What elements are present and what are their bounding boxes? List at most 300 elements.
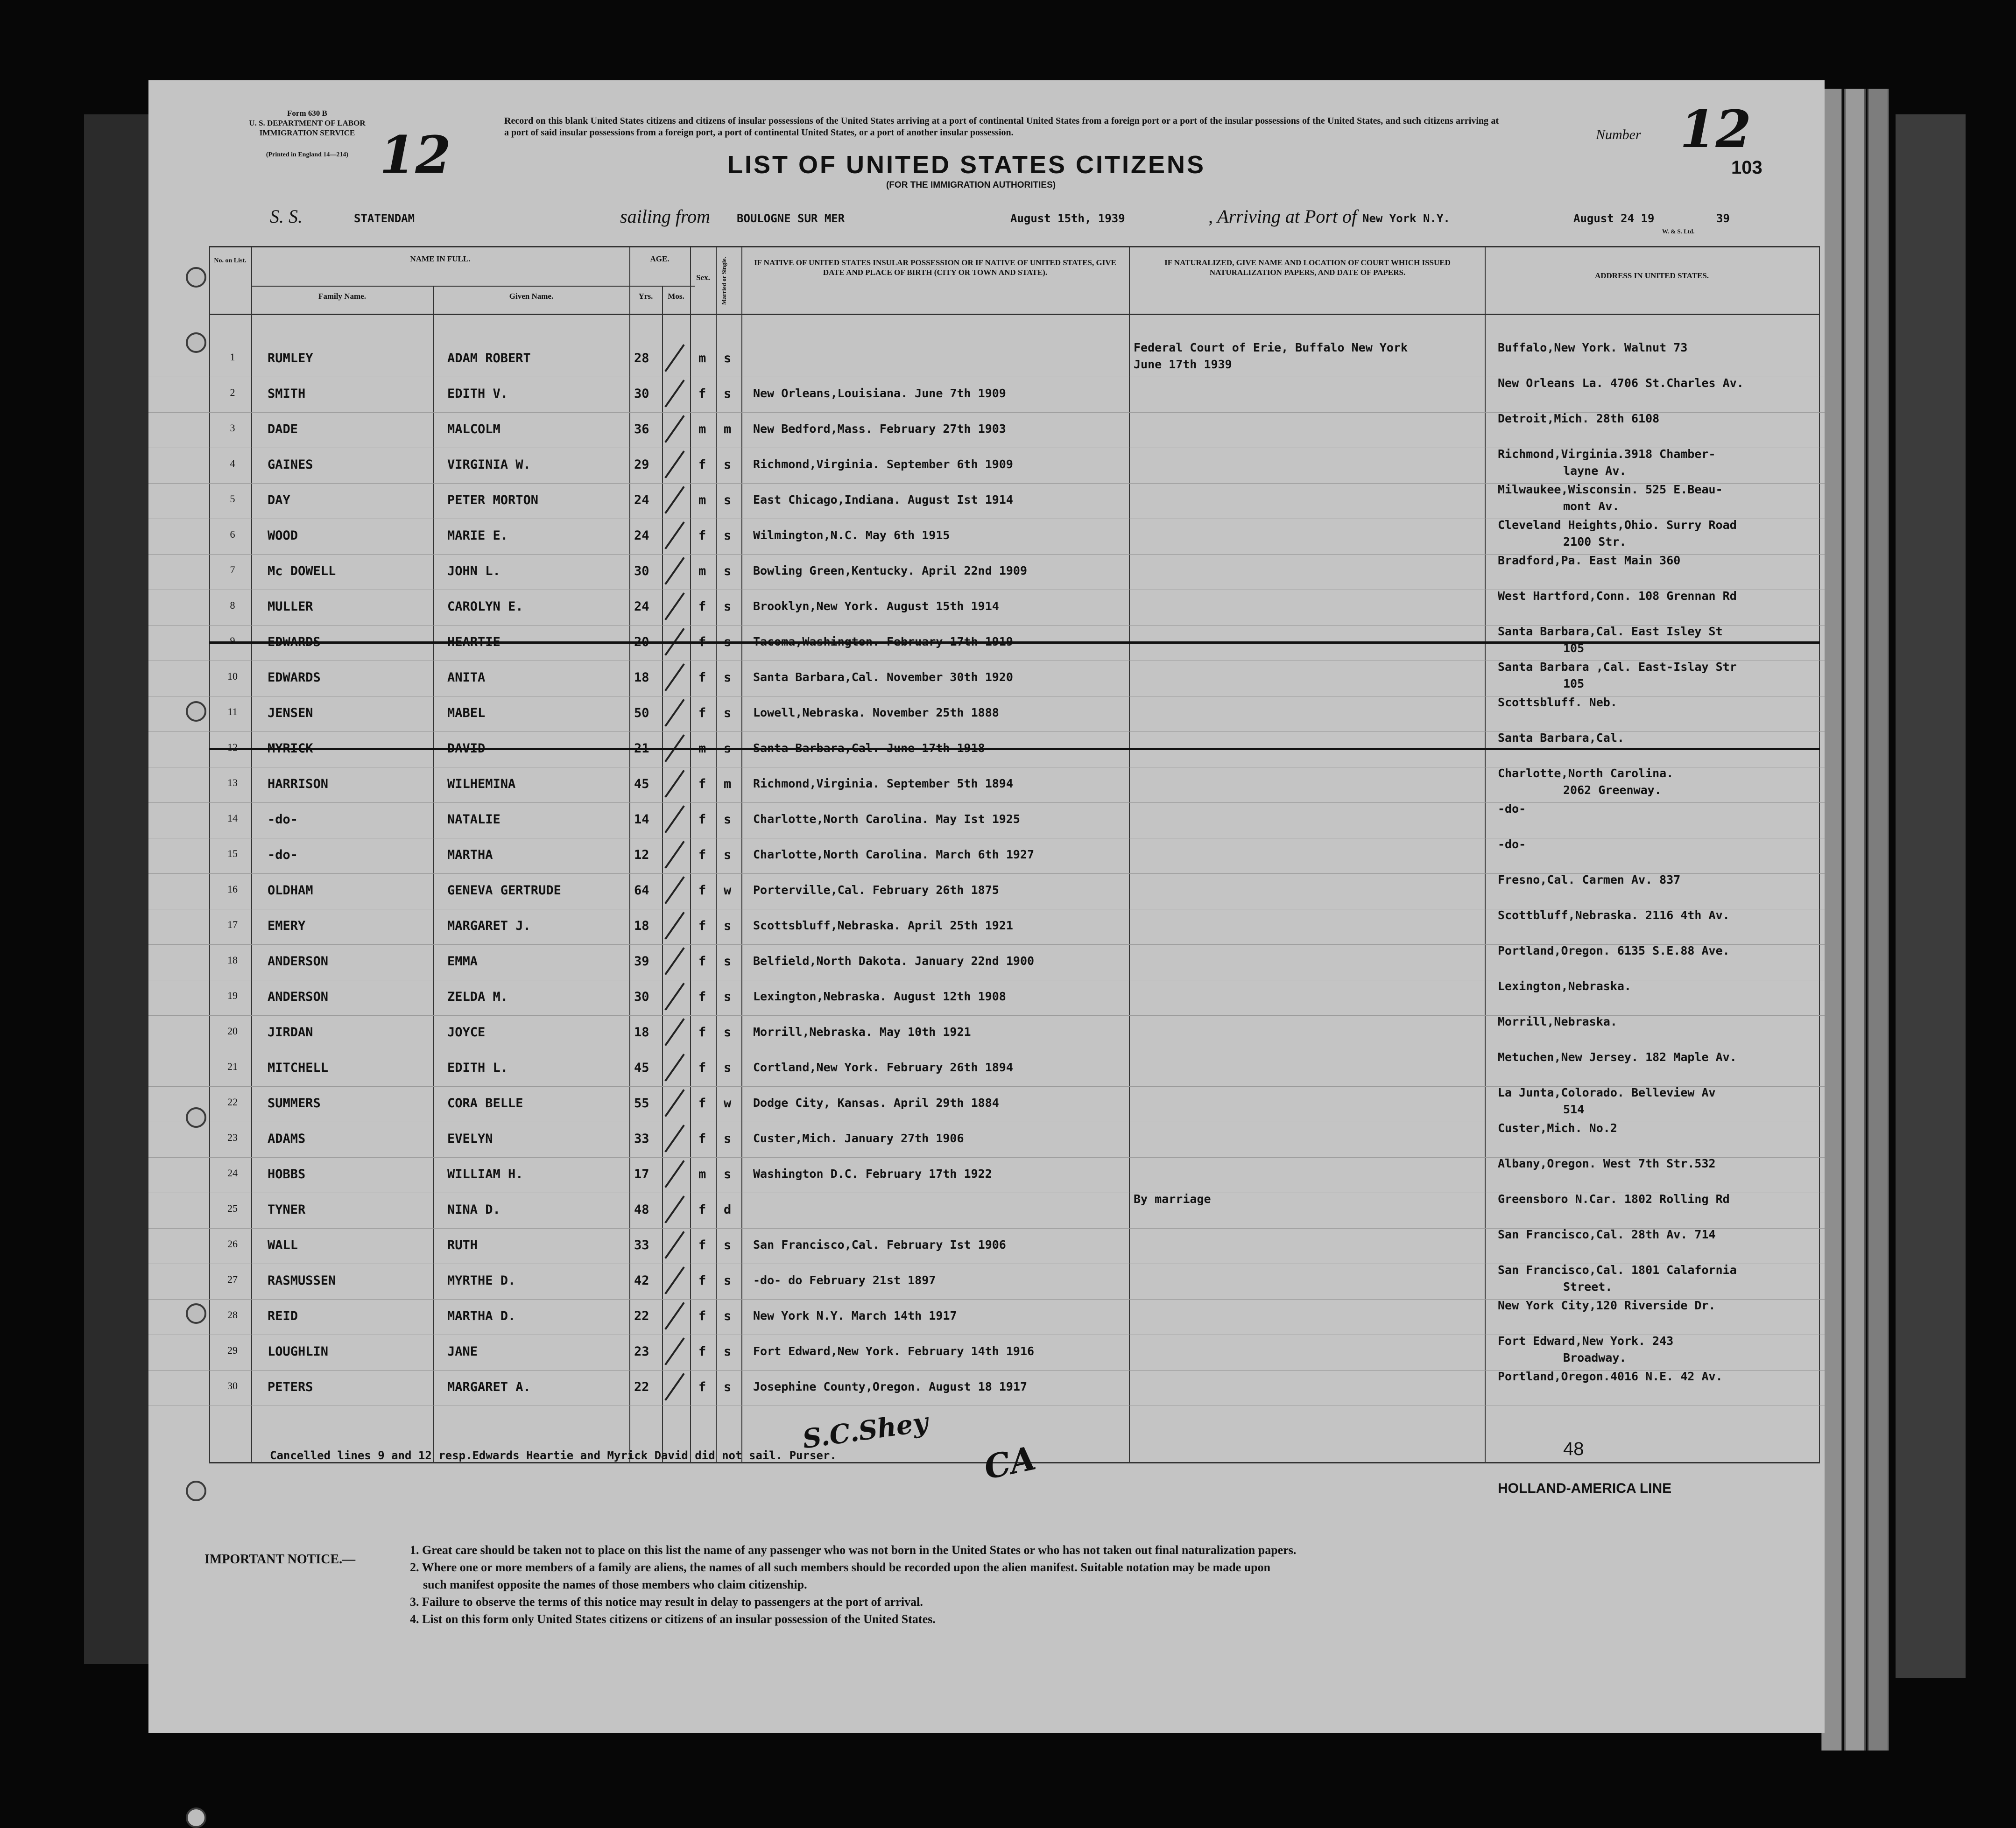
age-years: 45: [634, 1061, 649, 1075]
birth-place-date: Wilmington,N.C. May 6th 1915: [753, 528, 950, 542]
form-number: Form 630 B: [287, 109, 327, 118]
age-years: 20: [634, 635, 649, 649]
age-years: 22: [634, 1380, 649, 1394]
col-header-married: Married or Single.: [720, 257, 727, 305]
col-header-naturalized: IF NATURALIZED, GIVE NAME AND LOCATION OF COURT WHICH ISSUED NATURALIZATION PAPERS, AND DATE OF PAPERS.: [1164, 258, 1451, 277]
given-name: DAVID: [447, 741, 486, 756]
given-name: JOHN L.: [447, 564, 500, 578]
family-name: MULLER: [268, 599, 313, 614]
family-name: WOOD: [268, 528, 298, 543]
marital-status: w: [724, 883, 732, 898]
check-mark: [664, 1231, 684, 1259]
given-name: MARGARET J.: [447, 919, 531, 933]
given-name: HEARTIE: [447, 635, 500, 649]
sex: f: [698, 528, 706, 543]
sailing-from: BOULOGNE SUR MER: [737, 212, 845, 225]
given-name: CAROLYN E.: [447, 599, 523, 614]
sex: m: [698, 493, 706, 507]
sex: m: [698, 741, 706, 756]
binding-hole: [186, 1481, 206, 1501]
sex: f: [698, 1096, 706, 1111]
birth-place-date: -do- do February 21st 1897: [753, 1273, 936, 1287]
birth-place-date: New Bedford,Mass. February 27th 1903: [753, 422, 1006, 436]
given-name: ANITA: [447, 670, 486, 685]
row-number: 15: [227, 848, 238, 859]
marital-status: m: [724, 777, 732, 791]
col-header-mos: Mos.: [668, 292, 684, 301]
given-name: MARIE E.: [447, 528, 508, 543]
age-years: 30: [634, 990, 649, 1004]
given-name: CORA BELLE: [447, 1096, 523, 1111]
birth-place-date: Richmond,Virginia. September 5th 1894: [753, 777, 1013, 790]
sailing-date: August 15th, 1939: [1010, 212, 1125, 225]
birth-place-date: Porterville,Cal. February 26th 1875: [753, 883, 999, 897]
us-address: Cleveland Heights,Ohio. Surry Road: [1498, 518, 1737, 532]
check-mark: [664, 841, 684, 869]
given-name: ZELDA M.: [447, 990, 508, 1004]
row-number: 23: [227, 1132, 238, 1143]
us-address: Detroit,Mich. 28th 6108: [1498, 412, 1660, 425]
row-number: 25: [227, 1202, 238, 1214]
sex: f: [698, 1273, 706, 1288]
family-name: HOBBS: [268, 1167, 306, 1181]
sex: f: [698, 706, 706, 720]
sex: f: [698, 990, 706, 1004]
arriving-label: , Arriving at Port of: [1208, 206, 1357, 227]
row-number: 10: [227, 670, 238, 682]
check-mark: [664, 344, 684, 372]
given-name: EMMA: [447, 954, 478, 969]
row-number: 30: [227, 1380, 238, 1392]
family-name: REID: [268, 1309, 298, 1323]
sex: f: [698, 1309, 706, 1323]
row-number: 11: [227, 706, 238, 717]
ss-label: S. S.: [270, 206, 303, 227]
birth-place-date: Charlotte,North Carolina. May Ist 1925: [753, 812, 1020, 826]
marital-status: w: [724, 1096, 732, 1111]
age-years: 21: [634, 741, 649, 756]
us-address: San Francisco,Cal. 1801 Calafornia: [1498, 1263, 1737, 1277]
given-name: EDITH V.: [447, 387, 508, 401]
us-address: Scottsbluff. Neb.: [1498, 696, 1617, 709]
check-mark: [664, 1018, 684, 1046]
row-number: 13: [227, 777, 238, 788]
col-divider: [662, 286, 663, 1462]
check-mark: [664, 1125, 684, 1153]
instructions-text: Record on this blank United States citizens and citizens of insular possessions of the United States arriving at a port of continental United States from a foreign port or a port of the insular possessions of the United States, and such citizens arriving at a port of said insular possessions from a foreign port, a port of continental United States, or a port of another insular possession.: [504, 116, 1499, 138]
birth-place-date: Washington D.C. February 17th 1922: [753, 1167, 992, 1181]
row-number: 9: [230, 635, 235, 647]
sex: f: [698, 1132, 706, 1146]
family-name: EDWARDS: [268, 670, 321, 685]
given-name: MABEL: [447, 706, 486, 720]
given-name: JANE: [447, 1344, 478, 1359]
check-mark: [664, 1337, 684, 1365]
us-address-continued: 2100 Str.: [1563, 535, 1627, 548]
marital-status: s: [724, 706, 732, 720]
birth-place-date: Dodge City, Kansas. April 29th 1884: [753, 1096, 999, 1110]
birth-place-date: Tacoma,Washington. February 17th 1919: [753, 635, 1013, 648]
birth-place-date: Fort Edward,New York. February 14th 1916: [753, 1344, 1035, 1358]
marital-status: s: [724, 1238, 732, 1252]
ship-name: STATENDAM: [354, 212, 415, 225]
given-name: ADAM ROBERT: [447, 351, 531, 366]
us-address: Portland,Oregon.4016 N.E. 42 Av.: [1498, 1370, 1723, 1383]
marital-status: s: [724, 1061, 732, 1075]
row-number: 1: [230, 351, 235, 363]
us-address: Milwaukee,Wisconsin. 525 E.Beau-: [1498, 483, 1723, 496]
birth-place-date: New Orleans,Louisiana. June 7th 1909: [753, 387, 1006, 400]
marital-status: s: [724, 1309, 732, 1323]
marital-status: s: [724, 1273, 732, 1288]
birth-place-date: Morrill,Nebraska. May 10th 1921: [753, 1025, 971, 1039]
age-years: 29: [634, 457, 649, 472]
page-subtitle: (FOR THE IMMIGRATION AUTHORITIES): [886, 180, 1056, 190]
sex: m: [698, 422, 706, 436]
department: U. S. DEPARTMENT OF LABOR: [249, 119, 366, 127]
row-number: 2: [230, 387, 235, 398]
age-years: 36: [634, 422, 649, 436]
col-divider: [741, 246, 742, 1462]
family-name: ANDERSON: [268, 954, 329, 969]
age-years: 64: [634, 883, 649, 898]
cancellation-note: Cancelled lines 9 and 12 resp.Edwards Heartie and Myrick David did not sail. Purser.: [270, 1449, 837, 1462]
page-stack-edge: [1868, 89, 1889, 1751]
age-years: 50: [634, 706, 649, 720]
us-address: San Francisco,Cal. 28th Av. 714: [1498, 1228, 1716, 1241]
col-divider: [716, 246, 717, 1462]
col-divider: [690, 246, 691, 1462]
family-name: RASMUSSEN: [268, 1273, 336, 1288]
row-number: 7: [230, 564, 235, 576]
row-number: 21: [227, 1061, 238, 1072]
age-years: 24: [634, 493, 649, 507]
family-name: GAINES: [268, 457, 313, 472]
binding-hole: [186, 1107, 206, 1128]
us-address: New York City,120 Riverside Dr.: [1498, 1299, 1716, 1312]
sex: m: [698, 564, 706, 578]
us-address: -do-: [1498, 837, 1526, 851]
col-divider: [433, 286, 434, 1462]
check-mark: [664, 486, 684, 514]
us-address: Portland,Oregon. 6135 S.E.88 Ave.: [1498, 944, 1730, 957]
given-name: GENEVA GERTRUDE: [447, 883, 561, 898]
birth-place-date: Brooklyn,New York. August 15th 1914: [753, 599, 999, 613]
check-mark: [664, 805, 684, 833]
family-name: ANDERSON: [268, 990, 329, 1004]
family-name: MYRICK: [268, 741, 313, 756]
marital-status: s: [724, 741, 732, 756]
check-mark: [664, 1266, 684, 1294]
us-address: Custer,Mich. No.2: [1498, 1121, 1617, 1135]
steamship-line: HOLLAND-AMERICA LINE: [1498, 1481, 1672, 1496]
marital-status: s: [724, 1025, 732, 1040]
sex: f: [698, 1202, 706, 1217]
naturalization-court: By marriage: [1134, 1192, 1211, 1206]
col-divider: [1129, 246, 1130, 1462]
us-address: -do-: [1498, 802, 1526, 816]
family-name: PETERS: [268, 1380, 313, 1394]
family-name: TYNER: [268, 1202, 306, 1217]
us-address: Bradford,Pa. East Main 360: [1498, 554, 1681, 567]
sailing-from-label: sailing from: [620, 206, 710, 227]
age-years: 18: [634, 919, 649, 933]
col-divider: [1485, 246, 1486, 1462]
us-address: Greensboro N.Car. 1802 Rolling Rd: [1498, 1192, 1730, 1206]
birth-place-date: Bowling Green,Kentucky. April 22nd 1909: [753, 564, 1027, 577]
col-divider: [629, 246, 630, 1462]
row-number: 6: [230, 528, 235, 540]
age-years: 17: [634, 1167, 649, 1181]
age-years: 30: [634, 564, 649, 578]
row-number: 16: [227, 883, 238, 895]
given-name: RUTH: [447, 1238, 478, 1252]
age-years: 23: [634, 1344, 649, 1359]
arrival-date: August 24 19: [1573, 212, 1655, 225]
given-name: EVELYN: [447, 1132, 493, 1146]
number-label: Number: [1596, 127, 1641, 142]
family-name: LOUGHLIN: [268, 1344, 329, 1359]
table-header-border: [209, 314, 1820, 315]
table-top-border: [209, 246, 1820, 247]
notice-2a: 2. Where one or more members of a family are aliens, the names of all such members should be recorded upon the alien manifest. Suitable notation may be made upon: [410, 1561, 1271, 1574]
col-divider: [251, 246, 252, 1462]
given-name: MARGARET A.: [447, 1380, 531, 1394]
binding-hole: [186, 1807, 206, 1828]
check-mark: [664, 1054, 684, 1082]
marital-status: s: [724, 1344, 732, 1359]
page-stack-edge: [1844, 89, 1866, 1751]
us-address: Fresno,Cal. Carmen Av. 837: [1498, 873, 1681, 886]
given-name: MALCOLM: [447, 422, 500, 436]
marital-status: s: [724, 1380, 732, 1394]
us-address-continued: layne Av.: [1563, 464, 1627, 478]
sex: f: [698, 848, 706, 862]
check-mark: [664, 380, 684, 408]
given-name: MARTHA D.: [447, 1309, 516, 1323]
family-name: MITCHELL: [268, 1061, 329, 1075]
given-name: WILHEMINA: [447, 777, 516, 791]
sex: f: [698, 777, 706, 791]
us-address: Charlotte,North Carolina.: [1498, 766, 1674, 780]
given-name: PETER MORTON: [447, 493, 539, 507]
sex: f: [698, 1238, 706, 1252]
check-mark: [664, 1302, 684, 1330]
age-years: 14: [634, 812, 649, 827]
age-years: 28: [634, 351, 649, 366]
check-mark: [664, 1373, 684, 1401]
given-name: VIRGINIA W.: [447, 457, 531, 472]
row-number: 24: [227, 1167, 238, 1179]
notice-1: 1. Great care should be taken not to place on this list the name of any passenger who was not born in the United States or who has not taken out final naturalization papers.: [410, 1543, 1297, 1557]
us-address: Santa Barbara,Cal. East Isley St: [1498, 625, 1723, 638]
given-name: EDITH L.: [447, 1061, 508, 1075]
given-name: WILLIAM H.: [447, 1167, 523, 1181]
us-address: Morrill,Nebraska.: [1498, 1015, 1617, 1028]
col-header-given: Given Name.: [509, 292, 554, 301]
marital-status: s: [724, 564, 732, 578]
age-years: 18: [634, 670, 649, 685]
marital-status: s: [724, 493, 732, 507]
sex: f: [698, 457, 706, 472]
sex: f: [698, 1025, 706, 1040]
sex: f: [698, 919, 706, 933]
age-years: 55: [634, 1096, 649, 1111]
us-address: Santa Barbara,Cal.: [1498, 731, 1624, 745]
family-name: SMITH: [268, 387, 306, 401]
family-name: EMERY: [268, 919, 306, 933]
check-mark: [664, 770, 684, 798]
sex: f: [698, 1061, 706, 1075]
age-years: 45: [634, 777, 649, 791]
row-number: 8: [230, 599, 235, 611]
col-divider: [209, 246, 210, 1462]
purser-signature: S.C.Shey: [800, 1406, 930, 1455]
family-name: HARRISON: [268, 777, 329, 791]
given-name: NATALIE: [447, 812, 500, 827]
us-address: Santa Barbara ,Cal. East-Islay Str: [1498, 660, 1737, 674]
col-header-sex: Sex.: [696, 273, 710, 282]
row-number: 18: [227, 954, 238, 966]
us-address-continued: Broadway.: [1563, 1351, 1627, 1364]
binder-left: [84, 114, 149, 1664]
us-address: West Hartford,Conn. 108 Grennan Rd: [1498, 589, 1737, 603]
marital-status: m: [724, 422, 732, 436]
check-mark: [664, 1160, 684, 1188]
check-mark: [664, 415, 684, 443]
col-header-family: Family Name.: [318, 292, 366, 301]
given-name: NINA D.: [447, 1202, 500, 1217]
age-years: 33: [634, 1132, 649, 1146]
binding-hole: [186, 267, 206, 288]
naturalization-date: June 17th 1939: [1134, 358, 1232, 371]
marital-status: s: [724, 457, 732, 472]
birth-place-date: Santa Barbara,Cal. November 30th 1920: [753, 670, 1013, 684]
birth-place-date: Lexington,Nebraska. August 12th 1908: [753, 990, 1006, 1003]
binding-hole: [186, 332, 206, 353]
row-number: 29: [227, 1344, 238, 1356]
number-value: 12: [1680, 99, 1752, 159]
row-number: 3: [230, 422, 235, 434]
row-number: 28: [227, 1309, 238, 1321]
notice-label: IMPORTANT NOTICE.—: [204, 1552, 356, 1567]
sex: f: [698, 387, 706, 401]
row-number: 19: [227, 990, 238, 1001]
birth-place-date: Santa Barbara,Cal. June 17th 1918: [753, 741, 985, 755]
col-header-age: AGE.: [650, 254, 670, 263]
sex: f: [698, 954, 706, 969]
us-address-continued: 105: [1563, 677, 1585, 690]
birth-place-date: Richmond,Virginia. September 6th 1909: [753, 457, 1013, 471]
birth-place-date: New York N.Y. March 14th 1917: [753, 1309, 957, 1322]
col-header-birth: IF NATIVE OF UNITED STATES INSULAR POSSESSION OR IF NATIVE OF UNITED STATES, GIVE DATE AND PLACE OF BIRTH (CITY OR TOWN AND STATE).: [754, 258, 1116, 277]
printer-mark: W. & S. Ltd.: [1662, 228, 1695, 235]
marital-status: s: [724, 919, 732, 933]
us-address: Richmond,Virginia.3918 Chamber-: [1498, 447, 1716, 461]
row-number: 12: [227, 741, 238, 753]
binding-hole: [186, 701, 206, 722]
family-name: RUMLEY: [268, 351, 313, 366]
check-mark: [664, 1195, 684, 1223]
marital-status: s: [724, 954, 732, 969]
notice-4: 4. List on this form only United States citizens or citizens of an insular possession of the United States.: [410, 1612, 936, 1626]
marital-status: s: [724, 387, 732, 401]
family-name: JIRDAN: [268, 1025, 313, 1040]
family-name: Mc DOWELL: [268, 564, 336, 578]
check-mark: [664, 912, 684, 940]
marital-status: s: [724, 812, 732, 827]
binder-right: [1896, 114, 1966, 1678]
birth-place-date: Charlotte,North Carolina. March 6th 1927: [753, 848, 1035, 861]
us-address-continued: Street.: [1563, 1280, 1613, 1294]
arrival-year: 39: [1716, 212, 1730, 225]
family-name: OLDHAM: [268, 883, 313, 898]
marital-status: s: [724, 528, 732, 543]
inspector-initials: CA: [980, 1438, 1039, 1487]
given-name: MARTHA: [447, 848, 493, 862]
marital-status: s: [724, 635, 732, 649]
given-name: MYRTHE D.: [447, 1273, 516, 1288]
age-years: 22: [634, 1309, 649, 1323]
sex: m: [698, 351, 706, 366]
row-number: 22: [227, 1096, 238, 1108]
birth-place-date: San Francisco,Cal. February Ist 1906: [753, 1238, 1006, 1251]
row-number: 26: [227, 1238, 238, 1250]
manifest-page: [148, 80, 1825, 1733]
marital-status: s: [724, 599, 732, 614]
row-number: 20: [227, 1025, 238, 1037]
marital-status: d: [724, 1202, 732, 1217]
us-address: Scottbluff,Nebraska. 2116 4th Av.: [1498, 908, 1730, 922]
cancelled-line-strike: [209, 748, 1820, 750]
age-years: 33: [634, 1238, 649, 1252]
service: IMMIGRATION SERVICE: [259, 128, 355, 137]
col-header-address: ADDRESS IN UNITED STATES.: [1594, 271, 1709, 280]
sex: f: [698, 812, 706, 827]
age-years: 18: [634, 1025, 649, 1040]
col-header-yrs: Yrs.: [638, 292, 653, 301]
us-address-continued: 2062 Greenway.: [1563, 783, 1662, 797]
col-divider: [1819, 246, 1820, 1462]
page-title: LIST OF UNITED STATES CITIZENS: [727, 151, 1205, 179]
family-name: WALL: [268, 1238, 298, 1252]
binding-hole: [186, 1303, 206, 1324]
check-mark: [664, 592, 684, 620]
age-years: 42: [634, 1273, 649, 1288]
family-name: EDWARDS: [268, 635, 321, 649]
us-address: Buffalo,New York. Walnut 73: [1498, 341, 1688, 354]
age-years: 24: [634, 528, 649, 543]
sex: f: [698, 670, 706, 685]
sex: f: [698, 1380, 706, 1394]
birth-place-date: Custer,Mich. January 27th 1906: [753, 1132, 964, 1145]
printer-note: (Printed in England 14—214): [266, 151, 349, 158]
birth-place-date: Josephine County,Oregon. August 18 1917: [753, 1380, 1027, 1393]
birth-place-date: Cortland,New York. February 26th 1894: [753, 1061, 1013, 1074]
marital-status: s: [724, 351, 732, 366]
notice-3: 3. Failure to observe the terms of this notice may result in delay to passengers at the port of arrival.: [410, 1595, 923, 1609]
check-mark: [664, 947, 684, 975]
check-mark: [664, 557, 684, 585]
us-address: Albany,Oregon. West 7th Str.532: [1498, 1157, 1716, 1170]
marital-status: s: [724, 1167, 732, 1181]
sex: m: [698, 1167, 706, 1181]
row-rule: [148, 802, 1825, 803]
age-years: 24: [634, 599, 649, 614]
birth-place-date: Belfield,North Dakota. January 22nd 1900: [753, 954, 1035, 968]
row-number: 14: [227, 812, 238, 824]
check-mark: [664, 1089, 684, 1117]
